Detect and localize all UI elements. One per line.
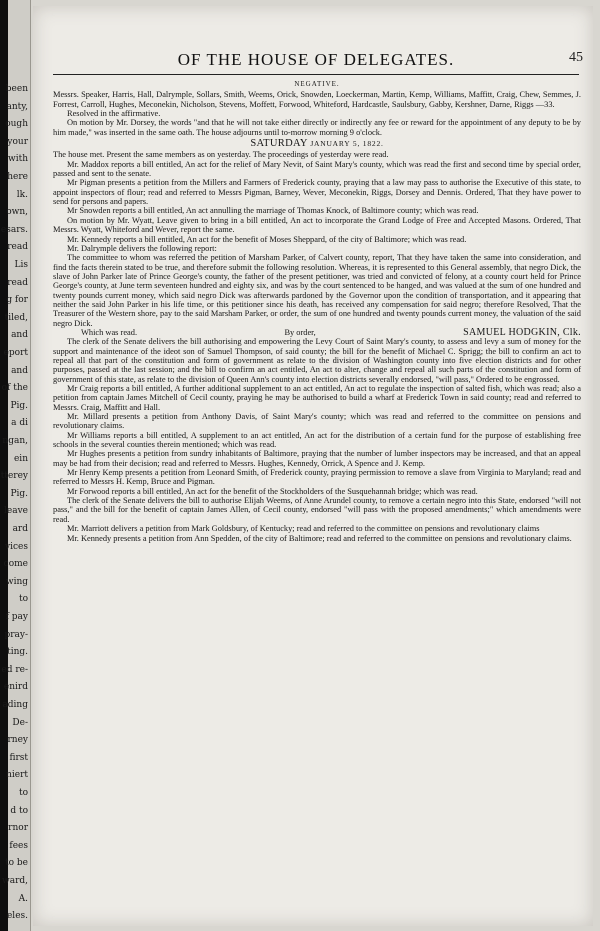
paragraph-millard: Mr. Millard presents a petition from Anthony Davis, of Saint Mary's county; which was read and referred to the committee on pensions and revolutionary claims. <box>53 412 581 431</box>
margin-fragment: d to <box>10 805 28 816</box>
clerk-signature: SAMUEL HODGKIN, Clk. <box>463 326 581 338</box>
date-heading <box>53 139 581 148</box>
paragraph-williams: Mr Williams reports a bill entitled, A supplement to an act entitled, An act for the distribution of a certain fund for the purpose of establishing free schools in the several counties therein mentioned; which was read. <box>53 430 581 450</box>
margin-fragment: lk. <box>16 189 28 200</box>
margin-fragment: and <box>11 330 28 341</box>
margin-fragment: come <box>3 559 28 570</box>
house-met: The house met. Present the same members as on yesterday. The proceedings of yesterday were read. <box>53 150 389 160</box>
margin-fragment: and <box>11 365 28 376</box>
margin-fragment: vices <box>5 541 28 552</box>
margin-fragment: ward, <box>2 876 28 886</box>
date-day: SATURDAY <box>250 138 308 150</box>
left-margin-strip <box>0 0 31 931</box>
margin-fragment: esars. <box>0 224 28 235</box>
margin-fragment: ein <box>13 453 28 464</box>
resolved-line: Resolved in the affirmative. <box>67 109 161 119</box>
page-header <box>45 6 587 69</box>
margin-fragment: a di <box>11 418 28 429</box>
margin-fragment: ading <box>2 700 28 710</box>
margin-fragment: first <box>9 752 28 763</box>
margin-fragment: tterey <box>0 471 28 482</box>
paragraph-marriott: Mr. Marriott delivers a petition from Mark Goldsbury, of Kentucky; read and referred to the committee on pensions and revolutionary claims <box>67 524 540 534</box>
margin-fragment: enird <box>3 682 28 693</box>
margin-fragment: f pay <box>5 612 28 622</box>
margin-fragment: ard <box>12 524 28 534</box>
margin-fragment: with <box>8 154 28 165</box>
margin-fragment: tiled, <box>4 312 28 323</box>
margin-fragment: been <box>5 84 28 94</box>
header-rule <box>53 74 579 75</box>
margin-fragment: Pig. <box>10 488 28 499</box>
margin-fragment: rney <box>7 735 28 746</box>
margin-fragment: to be <box>5 858 28 869</box>
order-signature-row <box>53 328 581 337</box>
margin-fragment: eport <box>3 348 28 358</box>
negative-names: Messrs. Speaker, Harris, Hall, Dalrymple, Sollars, Smith, Weems, Orick, Snowden, Loeckerman, Martin, Kemp, Williams, Maffitt, Craig, Chew, Semmes, J. Forrest, Carroll, Hughes, Meconekin, Nicholson, Stevens, Moffett, Forwood, Whiteford, Hardcastle, Saulsbury, Gabby, Kershner, Darne, Riggs —33. <box>53 90 581 109</box>
margin-fragment: anty, <box>6 101 28 112</box>
which-was-read: Which was read. <box>81 327 138 337</box>
margin-fragment: wing <box>5 576 28 587</box>
margin-fragment: Pig. <box>10 400 28 411</box>
page-body <box>53 80 581 543</box>
margin-fragment: g for <box>6 295 28 306</box>
paragraph-report: The committee to whom was referred the petition of Marsham Parker, of Calvert county, report, That they have taken the same into consideration, and find the facts therein stated to be true, and therefore submit the following resolution. Whereas, it is represented to this General assembly, that negro Dick, the slave of John Parker late of Prince George's county, the father of the present petitioner, was tried and convicted of felony, at a county court held for Prince George's county, at June term seventeen hundred and eighty six, and was by the court sentenced to be hanged, and was valued at the sum of one hundred and twenty pounds current money, which said negro Dick was afterwards pardoned by the Governor upon the condition of transportation, and it appearing that neither the said John Parker in his life time, or this petitioner since his death, has received any compensation for said negro; therefore Resolved, That the Treasurer of the Western shore, pay to the said Marsham Parker, or order, the sum of one hundred and twenty pounds current money, the valuation of the said negro Dick. <box>53 253 581 328</box>
margin-fragment: read <box>7 242 28 253</box>
margin-fragment: of the <box>1 383 28 394</box>
margin-fragment: your <box>7 136 28 147</box>
paragraph-snowden: Mr Snowden reports a bill entitled, An act annulling the marriage of Thomas Knock, of Baltimore county; which was read. <box>67 206 479 216</box>
paragraph-pigman: Mr Pigman presents a petition from the Millers and Farmers of Frederick county, praying that a law may pass to authorise the Executive of this state, to appoint inspectors of flour; read and referred to Messrs Pigman, Barney, Wever, Meconekin, Riggs, Dorsey and Dennis. Ordered, That they have power to send for persons and papers. <box>53 178 581 207</box>
margin-fragment: to <box>18 788 28 798</box>
page-number: 45 <box>569 50 583 65</box>
page-content <box>45 6 587 543</box>
margin-fragment: own, <box>6 207 28 218</box>
margin-fragment: leave <box>4 506 28 517</box>
by-order: By order, <box>284 327 316 337</box>
margin-fragment: fees <box>9 840 28 851</box>
dorsey-motion: On motion by Mr. Dorsey, the words "and that he will not take either directly or indirectly any fee or reward for the appointment of any deputy to be by him made," was inserted in the same oath. The house adjourns until to-morrow morning 9 o'clock. <box>53 118 581 137</box>
margin-fragment: ting. <box>7 647 28 658</box>
document-page <box>33 6 593 926</box>
margin-fragment: De- <box>12 717 28 728</box>
margin-fragment: read <box>7 277 28 288</box>
paragraph-senate-clerk: The clerk of the Senate delivers the bill authorising and empowering the Levy Court of Saint Mary's county, to assess and levy a sum of money for the support and maintenance of the ideot son of Samuel Thompson, of said county; the bill for the benefit of Michael C. Sprigg; the bill to confirm an act to repeal all that part of the constitution and form of government as relate to the division of Washington county into five election districts and for other purposes, passed at the last session; and the bill to confirm an act entitled, An act to alter, change and repeal all such parts of the constitution and form of government of this state, as relate to the division of Queen Ann's county into election districts severally endorsed, "will pass," Ordered to be engrossed. <box>53 337 581 384</box>
negative-heading: NEGATIVE. <box>294 80 340 88</box>
margin-fragment: here <box>7 172 28 182</box>
margin-fragment: rnor <box>8 823 28 834</box>
margin-fragment: Lis <box>14 260 28 270</box>
paragraph-maddox: Mr. Maddox reports a bill entitled, An act for the relief of Mary Nevit, of Saint Mary's county, which was read the first and second time by special order, passed and sent to the senate. <box>53 159 581 179</box>
paragraph-senate-clerk-2: The clerk of the Senate delivers the bill to authorise Elijah Weems, of Anne Arundel county, to remove a certain negro into this State, endorsed "will not pass," and the bill for the benefit of captain James Allen, of Cecil county, endorsed "will pass with the proposed amendments;" which amendments were read. <box>53 496 581 524</box>
page-title: OF THE HOUSE OF DELEGATES. <box>177 50 455 69</box>
date-rest: JANUARY 5, 1822. <box>310 139 384 149</box>
paragraph-wyatt: On motion by Mr. Wyatt, Leave given to bring in a bill entitled, An act to incorporate the Grand Lodge of Free and Accepted Masons. Ordered, That Messrs. Wyatt, Whiteford and Wever, report the same. <box>53 215 581 235</box>
margin-fragment: eles. <box>6 911 28 922</box>
paragraph-henry-kemp: Mr Henry Kemp presents a petition from Leonard Smith, of Frederick county, praying permission to remove a slave from Virginia to Maryland; read and referred to Messrs H. Kemp, Bruce and Pigman. <box>53 468 581 487</box>
margin-fragment: to <box>18 594 28 605</box>
margin-fragment: niert <box>6 770 28 781</box>
paragraph-hughes: Mr Hughes presents a petition from sundry inhabitants of Baltimore, praying that the number of lumber inspectors may be increased, and that an appeal may be had from their decision; read and referred to Messrs. Hughes, Kennedy, Orrick, A Spence and J. Kemp. <box>53 449 581 468</box>
paragraph-dalrymple: Mr. Dalrymple delivers the following report: <box>67 243 217 253</box>
paragraph-kennedy: Mr. Kennedy reports a bill entitled, An act for the benefit of Moses Sheppard, of the city of Baltimore; which was read. <box>67 234 467 244</box>
margin-fragment: ngan, <box>2 436 28 446</box>
margin-fragment: ed re- <box>1 664 28 675</box>
margin-fragment: A. <box>18 893 28 904</box>
paragraph-kennedy-2: Mr. Kennedy presents a petition from Ann Spedden, of the city of Baltimore; read and referred to the committee on pensions and revolutionary claims. <box>67 533 572 543</box>
margin-fragment: pray- <box>4 629 28 640</box>
paragraph-craig: Mr Craig reports a bill entitled, A further additional supplement to an act entitled, An act to regulate the inspection of salted fish, which was read; also a petition from captain James Mitchell of Cecil county, praying he may be authorised to build a wharf at Frederick Town in said county; read and referred to Messrs. Craig, Maffitt and Hall. <box>53 384 581 412</box>
margin-fragment: ough <box>5 119 28 130</box>
paragraph-forwood: Mr Forwood reports a bill entitled, An act for the benefit of the Stockholders of the Susquehannah bridge; which was read. <box>67 486 478 496</box>
